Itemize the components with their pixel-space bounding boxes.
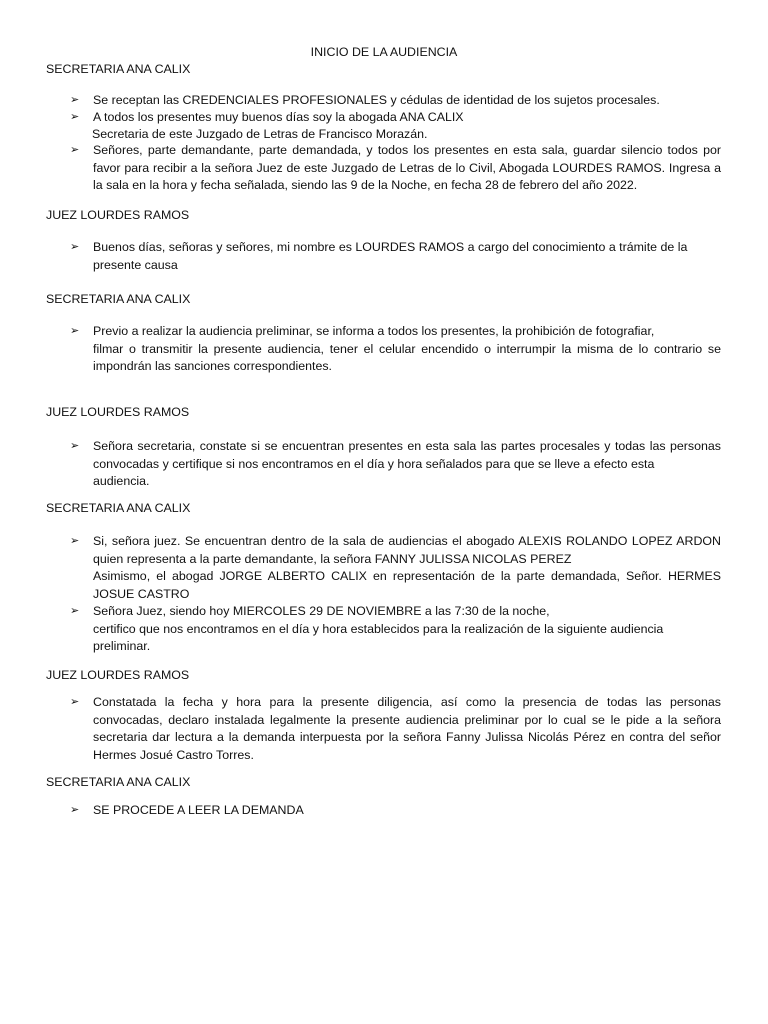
bullet-arrow-icon: ➢ <box>70 144 80 156</box>
paragraph-line: JOSUE CASTRO <box>93 586 190 601</box>
paragraph-line: convocadas y certifique si nos encontramos en el día y hora señalados para que se lleve a efecto esta <box>93 456 655 471</box>
paragraph-line: Buenos días, señoras y señores, mi nombre es LOURDES RAMOS a cargo del conocimiento a trámite de la <box>93 240 688 254</box>
paragraph-line: favor para recibir a la señora Juez de este Juzgado de Letras de lo Civil, Abogada LOURDES RAMOS. Ingresa a <box>93 160 721 175</box>
bullet-arrow-icon: ➢ <box>70 605 80 617</box>
paragraph-line: A todos los presentes muy buenos días soy la abogada ANA CALIX <box>93 110 464 124</box>
bullet-arrow-icon: ➢ <box>70 325 80 337</box>
paragraph-line: quien representa a la parte demandante, la señora FANNY JULISSA NICOLAS PEREZ <box>93 551 572 566</box>
bullet-paragraph <box>93 92 721 110</box>
bullet-paragraph <box>93 239 721 274</box>
bullet-arrow-icon: ➢ <box>70 804 80 816</box>
bullet-arrow-icon: ➢ <box>70 535 80 547</box>
bullet-paragraph <box>93 323 721 376</box>
document-title: INICIO DE LA AUDIENCIA <box>310 45 458 59</box>
paragraph-line: Señora secretaria, constate si se encuentran presentes en esta sala las partes procesales y todas las personas <box>93 439 721 453</box>
bullet-paragraph <box>93 603 721 656</box>
paragraph-line: impondrán las sanciones correspondientes. <box>93 359 333 374</box>
bullet-arrow-icon: ➢ <box>70 94 80 106</box>
paragraph-line: filmar o transmitir la presente audiencia, tener el celular encendido o interrumpir la misma de lo contrario se <box>93 341 721 356</box>
paragraph-line: Señores, parte demandante, parte demandada, y todos los presentes en esta sala, guardar silencio todos por <box>93 143 721 157</box>
speaker-label: SECRETARIA ANA CALIX <box>46 62 191 76</box>
paragraph-line: Se receptan las CREDENCIALES PROFESIONALES y cédulas de identidad de los sujetos procesales. <box>93 93 660 107</box>
speaker-label: SECRETARIA ANA CALIX <box>46 292 191 306</box>
bullet-paragraph <box>93 142 721 195</box>
paragraph-line: audiencia. <box>93 474 150 489</box>
bullet-arrow-icon: ➢ <box>70 111 80 123</box>
speaker-label: JUEZ LOURDES RAMOS <box>46 405 190 419</box>
bullet-paragraph <box>93 438 721 491</box>
paragraph-line: preliminar. <box>93 639 151 654</box>
bullet-arrow-icon: ➢ <box>70 241 80 253</box>
bullet-arrow-icon: ➢ <box>70 696 80 708</box>
paragraph-line: presente causa <box>93 257 178 272</box>
bullet-paragraph <box>93 533 721 603</box>
paragraph-line: la sala en la hora y fecha señalada, siendo las 9 de la Noche, en fecha 28 de febrero del año 2022. <box>93 178 638 193</box>
paragraph-line: Previo a realizar la audiencia preliminar, se informa a todos los presentes, la prohibición de fotografiar, <box>93 324 655 338</box>
speaker-label: JUEZ LOURDES RAMOS <box>46 668 190 682</box>
paragraph-line: Si, señora juez. Se encuentran dentro de la sala de audiencias el abogado ALEXIS ROLANDO LOPEZ ARDON <box>93 534 721 548</box>
paragraph-line: certifico que nos encontramos en el día y hora establecidos para la realización de la siguiente audiencia <box>93 621 664 636</box>
speaker-label: SECRETARIA ANA CALIX <box>46 501 191 515</box>
paragraph-line: Hermes Josué Castro Torres. <box>93 747 254 762</box>
paragraph-line: Constatada la fecha y hora para la presente diligencia, así como la presencia de todas las personas <box>93 695 721 709</box>
paragraph-line: SE PROCEDE A LEER LA DEMANDA <box>93 803 304 817</box>
paragraph-line: Señora Juez, siendo hoy MIERCOLES 29 DE NOVIEMBRE a las 7:30 de la noche, <box>93 604 550 618</box>
speaker-label: SECRETARIA ANA CALIX <box>46 775 191 789</box>
bullet-paragraph <box>93 109 721 127</box>
continuation-line: Secretaria de este Juzgado de Letras de Francisco Morazán. <box>92 127 428 141</box>
paragraph-line: convocadas, declaro instalada legalmente la presente audiencia preliminar por lo cual se le pide a la señora <box>93 712 721 727</box>
bullet-arrow-icon: ➢ <box>70 440 80 452</box>
bullet-paragraph <box>93 694 721 764</box>
paragraph-line: Asimismo, el abogad JORGE ALBERTO CALIX en representación de la parte demandada, Señor. HERMES <box>93 569 721 584</box>
paragraph-line: secretaria dar lectura a la demanda interpuesta por la señora Fanny Julissa Nicolás Pérez en contra del señor <box>93 730 721 745</box>
bullet-paragraph <box>93 802 721 820</box>
speaker-label: JUEZ LOURDES RAMOS <box>46 208 190 222</box>
